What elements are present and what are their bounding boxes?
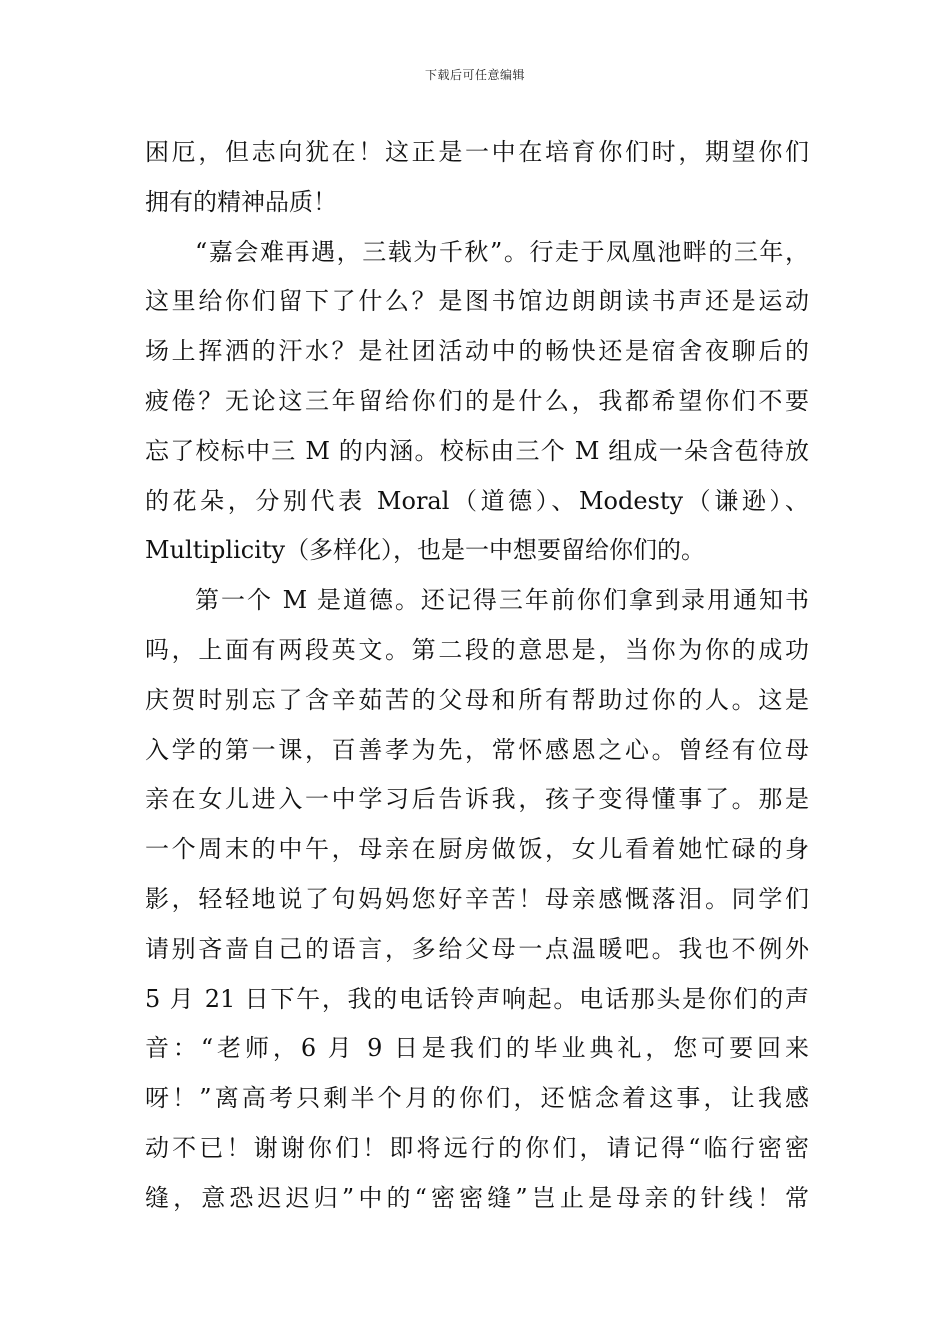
text-line: Multiplicity（多样化），也是一中想要留给你们的。 [145, 536, 706, 565]
text-line: 场上挥洒的汗水？是社团活动中的畅快还是宿舍夜聊后的 [145, 337, 809, 366]
document-body [145, 128, 809, 1224]
text-line: 困厄，但志向犹在！这正是一中在培育你们时，期望你们 [145, 138, 809, 166]
text-line: 亲在女儿进入一中学习后告诉我，孩子变得懂事了。那是 [145, 785, 809, 814]
text-line: 请别吝啬自己的语言，多给父母一点温暖吧。我也不例外 [145, 934, 809, 963]
text-line: 呀！”离高考只剩半个月的你们，还惦念着这事，让我感 [145, 1084, 809, 1113]
paragraph [145, 228, 809, 577]
text-line: 拥有的精神品质！ [145, 187, 337, 216]
paragraph [145, 576, 809, 1223]
text-line: “嘉会难再遇，三载为千秋”。行走于凤凰池畔的三年， [195, 237, 809, 266]
text-line: 忘了校标中三 M 的内涵。校标由三个 M 组成一朵含苞待放 [145, 436, 809, 465]
page-header: 下载后可任意编辑 [424, 68, 525, 82]
text-line: 影，轻轻地说了句妈妈您好辛苦！母亲感慨落泪。同学们 [145, 884, 809, 913]
text-line: 这里给你们留下了什么？是图书馆边朗朗读书声还是运动 [145, 287, 809, 316]
text-line: 庆贺时别忘了含辛茹苦的父母和所有帮助过你的人。这是 [145, 685, 809, 714]
text-line: 吗，上面有两段英文。第二段的意思是，当你为你的成功 [145, 635, 809, 664]
text-line: 音：“老师，6 月 9 日是我们的毕业典礼，您可要回来 [145, 1034, 809, 1063]
text-line: 动不已！谢谢你们！即将远行的你们，请记得“临行密密 [145, 1133, 809, 1162]
paragraph [145, 128, 809, 228]
text-line: 的花朵，分别代表 Moral（道德）、Modesty（谦逊）、 [145, 486, 809, 515]
text-line: 一个周末的中午，母亲在厨房做饭，女儿看着她忙碌的身 [145, 835, 809, 864]
text-line: 缝，意恐迟迟归”中的“密密缝”岂止是母亲的针线！常 [145, 1183, 809, 1212]
text-line: 第一个 M 是道德。还记得三年前你们拿到录用通知书 [195, 586, 809, 615]
text-line: 入学的第一课，百善孝为先，常怀感恩之心。曾经有位母 [145, 735, 809, 764]
text-line: 5 月 21 日下午，我的电话铃声响起。电话那头是你们的声 [145, 984, 809, 1013]
text-line: 疲倦？无论这三年留给你们的是什么，我都希望你们不要 [145, 386, 809, 415]
